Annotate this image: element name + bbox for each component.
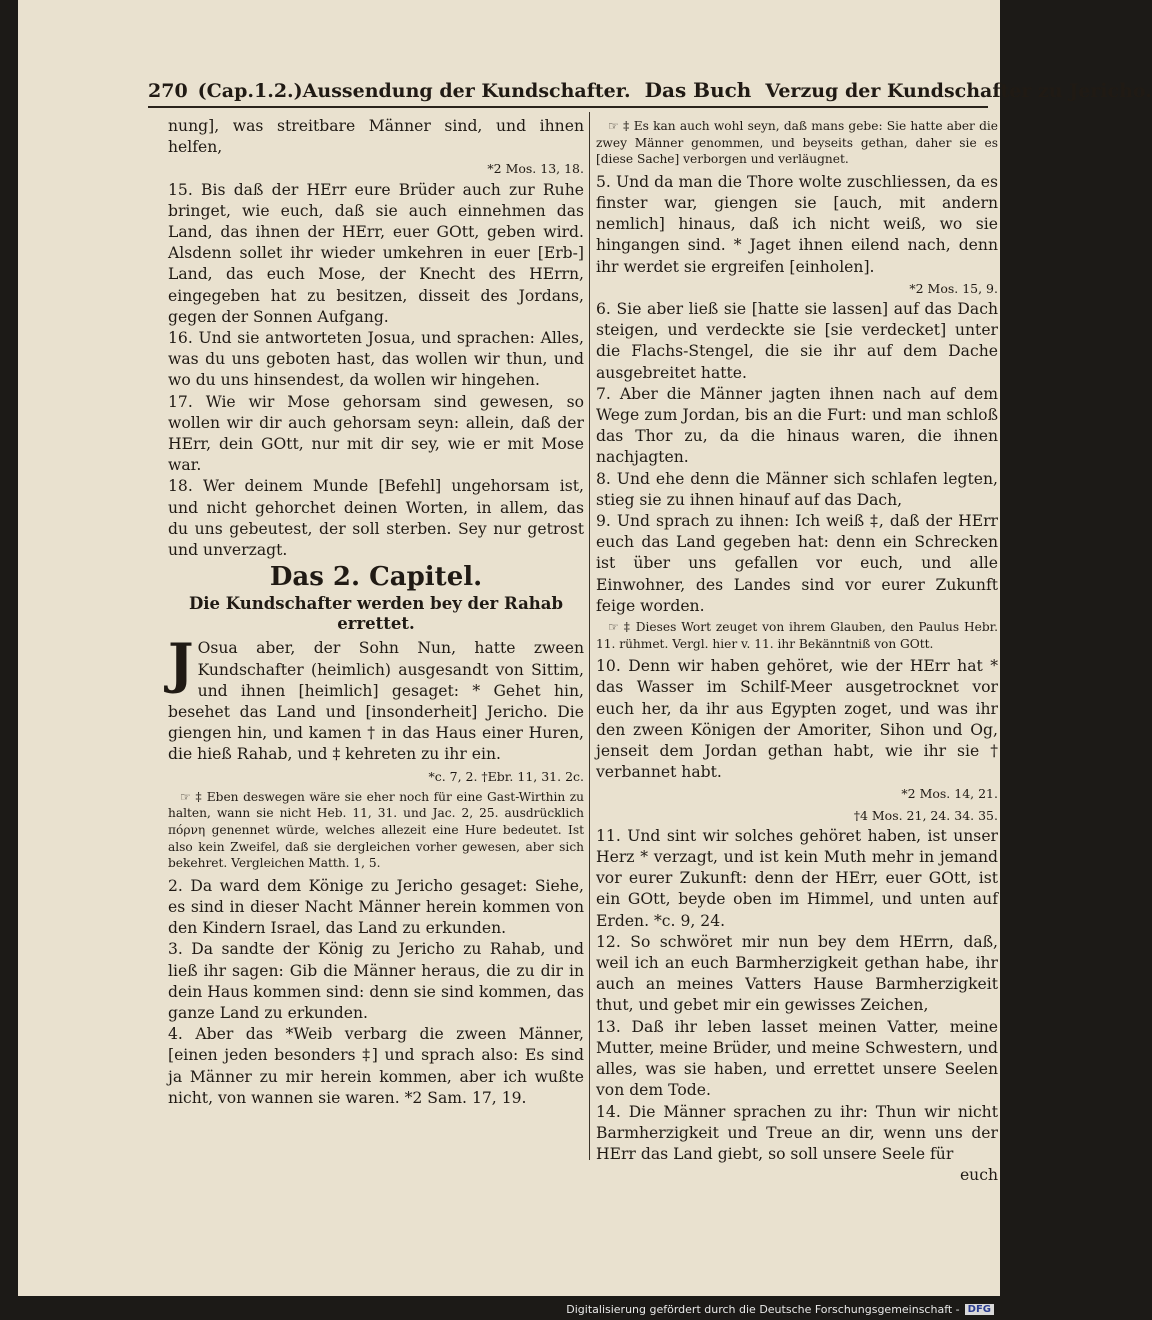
cross-reference: †4 Mos. 21, 24. 34. 35. [853, 807, 998, 823]
verse-paragraph: 8. Und ehe denn die Männer sich schlafen legten, stieg sie zu ihnen hinauf auf das Dach, [596, 469, 998, 509]
verse-paragraph: 14. Die Männer sprachen zu ihr: Thun wir nicht Barmherzigkeit und Treue an dir, wenn uns der HErr das Land giebt, so soll unsere Seele für [596, 1102, 998, 1163]
verse-paragraph: 18. Wer deinem Munde [Befehl] ungehorsam ist, und nicht gehorchet deinen Worten, in allem, das du uns gebeutest, der soll sterben. Sey nur getrost und unverzagt. [168, 477, 584, 560]
drop-cap-initial: J [168, 631, 194, 696]
verse-paragraph: 3. Da sandte der König zu Jericho zu Rahab, und ließ ihr sagen: Gib die Männer heraus, die zu dir in dein Haus kommen sind: denn sie sind kommen, das ganze Land zu erkunden. [168, 940, 584, 1023]
left-column [168, 116, 584, 1109]
verse-paragraph: 6. Sie aber ließ sie [hatte sie lassen] auf das Dach steigen, und verdeckte sie [sie verdecket] unter die Flachs-Stengel, die sie ihr auf dem Dache ausgebreitet hatte. [596, 300, 998, 382]
verse-paragraph: 2. Da ward dem Könige zu Jericho gesaget: Siehe, es sind in dieser Nacht Männer herein kommen von den Kindern Israel, das Land zu erkunden. [168, 876, 584, 938]
verse-text: Osua aber, der Sohn Nun, hatte zween Kundschafter (heimlich) ausgesandt von Sittim, und ihnen [heimlich] gesaget: * Gehet hin, besehet das Land und [insonderheit] Jericho. Die giengen hin, und kamen † in das Haus einer Huren, die hieß Rahab, und ‡ kehreten zu ihr ein. [168, 639, 584, 764]
footnote: ☞ ‡ Es kan auch wohl seyn, daß mans gebe: Sie hatte aber die zwey Männer genommen, und beyseits gethan, daher sie es [diese Sache] verborgen und verläugnet. [596, 119, 998, 167]
header-rule [148, 106, 988, 108]
running-header [148, 78, 1152, 102]
chapter-summary: Die Kundschafter werden bey der Rahab errettet. [188, 594, 564, 634]
verse-paragraph: 10. Denn wir haben gehöret, wie der HErr hat * das Wasser im Schilf-Meer ausgetrocknet vor euch her, da ihr aus Egypten zoget, und was ihr den zween Königen der Amoriter, Sihon und Og, jenseit dem Jordan gethan habt, wie ihr sie † verbannet habt. [596, 657, 998, 782]
book-page [18, 0, 1152, 1296]
verse-paragraph: 4. Aber das *Weib verbarg die zween Männer, [einen jeden besonders ‡] und sprach also: Es sind ja Männer zu mir herein kommen, aber ich wußte nicht, von wannen sie waren. *2 Sam. 17, 19. [168, 1025, 584, 1107]
verse-paragraph: 16. Und sie antworteten Josua, und sprachen: Alles, was du uns geboten hast, das wollen wir thun, und wo du uns hinsendest, da wollen wir hingehen. [168, 329, 584, 390]
chapter-reference: (Cap.1.2.) [197, 80, 303, 102]
cross-reference: *c. 7, 2. †Ebr. 11, 31. 2c. [428, 768, 584, 784]
chapter-heading: Das 2. Capitel. [269, 562, 483, 593]
verse-paragraph: 9. Und sprach zu ihnen: Ich weiß ‡, daß der HErr euch das Land gegeben hat: denn ein Schrecken ist über uns gefallen vor euch, und alle Einwohner, des Landes sind vor eurer Zukunft feige worden. [596, 512, 998, 615]
catchword: euch [959, 1166, 998, 1185]
cross-reference: *2 Mos. 13, 18. [487, 161, 584, 177]
column-divider [589, 112, 590, 1160]
verse-paragraph: 11. Und sint wir solches gehöret haben, ist unser Herz * verzagt, und ist kein Muth mehr in jemand vor eurer Zukunft: denn der HErr, euer GOtt, ist ein GOtt, beyde oben im Himmel, und unten auf Erden. *c. 9, 24. [596, 826, 998, 930]
verse-paragraph: 12. So schwöret mir nun bey dem HErrn, daß, weil ich an euch Barmherzigkeit gethan habe, ihr auch an meines Vatters Hause Barmherzigkeit thut, und gebet mir ein gewisses Zeichen, [596, 932, 998, 1015]
footer-text: Digitalisierung gefördert durch die Deutsche Forschungsgemeinschaft - [566, 1303, 960, 1316]
book-title: Das Buch [644, 78, 752, 102]
verse-paragraph: 13. Daß ihr leben lasset meinen Vatter, meine Mutter, meine Brüder, und meine Schwestern, und alles, was sie haben, und errettet unsere Seelen von dem Tode. [596, 1017, 998, 1100]
right-topic: Verzug der Kundschafter zu Jericho. [765, 80, 1152, 102]
verse-paragraph: 7. Aber die Männer jagten ihnen nach auf dem Wege zum Jordan, bis an die Furt: und man schloß das Thor zu, da die hinaus waren, die ihnen nachjagten. [596, 384, 998, 467]
verse-paragraph: nung], was streitbare Männer sind, und ihnen helfen, [168, 117, 584, 157]
page-number: 270 [148, 80, 188, 102]
cross-reference: *2 Mos. 14, 21. [901, 786, 998, 802]
right-column [596, 116, 998, 1186]
cross-reference: *2 Mos. 15, 9. [909, 280, 998, 296]
verse-paragraph: 17. Wie wir Mose gehorsam sind gewesen, so wollen wir dir auch gehorsam seyn: allein, daß der HErr, dein GOtt, nur mit dir sey, wie er mit Mose war. [168, 392, 584, 475]
verse-paragraph [168, 631, 584, 765]
verse-paragraph: 15. Bis daß der HErr eure Brüder auch zur Ruhe bringet, wie euch, daß sie auch einnehmen das Land, das ihnen der HErr, euer GOtt, geben wird. Alsdenn sollet ihr wieder umkehren in euer [Erb-] Land, das euch Mose, der Knecht des HErrn, eingegeben hat zu besitzen, disseit des Jordans, gegen der Sonnen Aufgang. [168, 180, 584, 326]
footnote: ☞ ‡ Dieses Wort zeuget von ihrem Glauben, den Paulus Hebr. 11. rühmet. Vergl. hier v. 11. ihr Bekänntniß von GOtt. [596, 620, 998, 651]
verse-paragraph: 5. Und da man die Thore wolte zuschliessen, da es finster war, giengen sie [auch, mit andern nemlich] hinaus, daß ich nicht weiß, wo sie hingangen sind. * Jaget ihnen eilend nach, denn ihr werdet sie ergreifen [einholen]. [596, 172, 998, 276]
digitization-footer [566, 1303, 994, 1316]
dfg-logo: DFG [965, 1304, 994, 1315]
left-topic: Aussendung der Kundschafter. [302, 80, 631, 102]
footnote: ☞ ‡ Eben deswegen wäre sie eher noch für eine Gast-Wirthin zu halten, wann sie nicht Heb. 11, 31. und Jac. 2, 25. ausdrücklich πόρνη genennet würde, welches allezeit eine Hure bedeutet. Ist also kein Zweifel, daß sie dergleichen vorher gewesen, aber sich bekehret. Vergleichen Matth. 1, 5. [168, 789, 584, 871]
